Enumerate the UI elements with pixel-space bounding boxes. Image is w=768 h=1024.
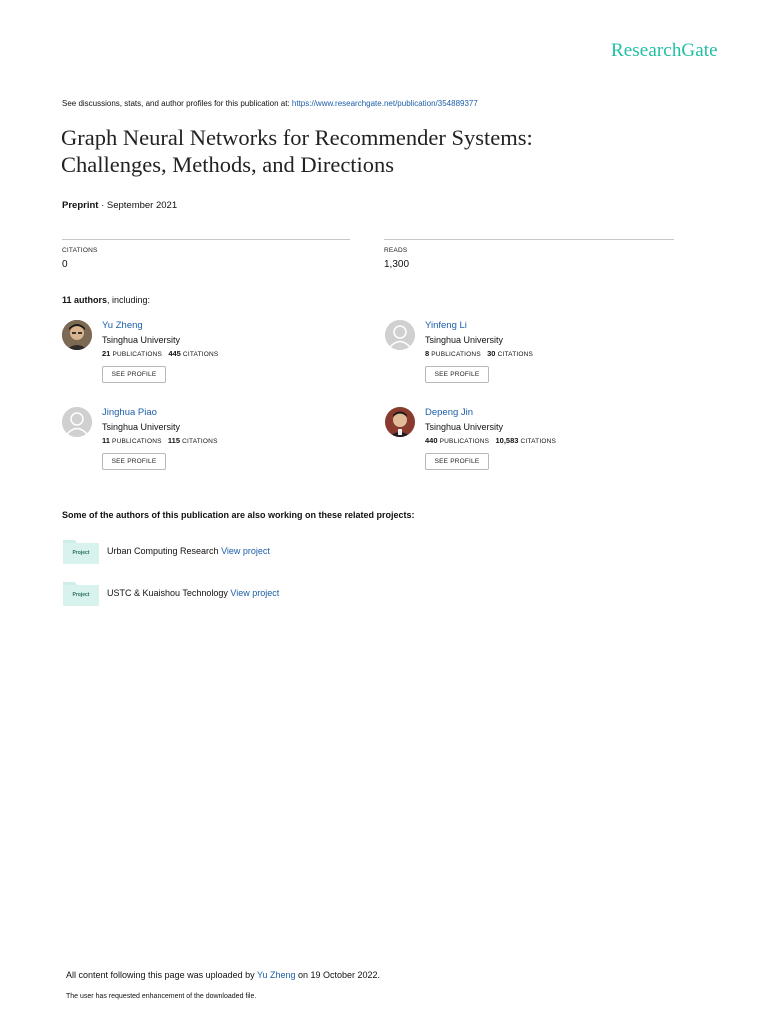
folder-label: Project	[72, 592, 90, 598]
author-stats	[102, 349, 218, 358]
researchgate-logo[interactable]: ResearchGate	[611, 40, 718, 61]
upload-prefix: All content following this page was uploaded by	[66, 970, 257, 980]
citations-label: CITATIONS	[497, 351, 534, 358]
see-profile-button[interactable]: SEE PROFILE	[425, 453, 489, 470]
avatar[interactable]	[385, 407, 415, 437]
default-avatar-icon	[62, 407, 92, 437]
avatar[interactable]	[62, 407, 92, 437]
citations-value: 0	[62, 259, 68, 270]
publications-label: PUBLICATIONS	[431, 351, 481, 358]
paper-title	[61, 124, 701, 178]
author-card-yinfeng-li	[385, 320, 685, 395]
folder-label: Project	[72, 550, 90, 556]
publications-label: PUBLICATIONS	[439, 438, 490, 445]
project-name: Urban Computing Research	[107, 546, 222, 556]
see-discussions-text: See discussions, stats, and author profiles for this publication at:	[62, 99, 292, 108]
author-affiliation: Tsinghua University	[102, 422, 181, 432]
publication-meta	[62, 200, 177, 211]
author-stats	[102, 436, 218, 445]
publications-count: 21	[102, 349, 111, 358]
publications-count: 440	[425, 436, 438, 445]
citations-label: CITATIONS	[182, 438, 218, 445]
author-photo-icon	[62, 320, 92, 350]
author-name-link[interactable]: Yinfeng Li	[425, 320, 467, 331]
project-name: USTC & Kuaishou Technology	[107, 588, 231, 598]
avatar[interactable]	[385, 320, 415, 350]
citations-label: CITATIONS	[182, 351, 219, 358]
avatar[interactable]	[62, 320, 92, 350]
project-folder-icon[interactable]	[63, 538, 99, 564]
author-photo-icon	[385, 407, 415, 437]
publication-link-line	[62, 99, 478, 108]
publication-date: · September 2021	[98, 200, 178, 211]
see-profile-button[interactable]: SEE PROFILE	[102, 366, 166, 383]
view-project-link[interactable]: View project	[221, 546, 270, 556]
author-card-depeng-jin	[385, 407, 685, 482]
citations-count: 445	[168, 349, 181, 358]
reads-value: 1,300	[384, 259, 410, 270]
title-line-2: Challenges, Methods, and Directions	[61, 152, 395, 177]
publications-count: 8	[425, 349, 430, 358]
citations-count: 115	[167, 436, 181, 445]
author-stats	[425, 349, 533, 358]
see-profile-button[interactable]: SEE PROFILE	[102, 453, 166, 470]
enhancement-note: The user has requested enhancement of the downloaded file.	[66, 993, 257, 1000]
citations-label: CITATIONS	[520, 438, 557, 445]
upload-suffix: on 19 October 2022.	[295, 970, 381, 980]
reads-label: READS	[384, 247, 408, 254]
citations-count: 10,583	[495, 436, 519, 445]
author-stats	[425, 436, 556, 445]
authors-count: 11 authors	[62, 295, 108, 305]
reads-divider	[384, 239, 674, 240]
project-text	[107, 588, 279, 598]
upload-info	[66, 970, 380, 980]
authors-count-line	[62, 295, 150, 305]
author-name-link[interactable]: Depeng Jin	[425, 407, 474, 418]
uploader-link[interactable]: Yu Zheng	[256, 970, 296, 980]
publications-label: PUBLICATIONS	[112, 351, 163, 358]
publications-count: 11	[102, 436, 110, 445]
citations-count: 30	[487, 349, 496, 358]
see-profile-button[interactable]: SEE PROFILE	[425, 366, 489, 383]
publications-label: PUBLICATIONS	[112, 438, 162, 445]
author-card-yu-zheng	[62, 320, 362, 395]
author-affiliation: Tsinghua University	[102, 335, 181, 345]
related-projects-heading: Some of the authors of this publication are also working on these related projects:	[62, 510, 415, 520]
citations-label: CITATIONS	[62, 247, 98, 254]
author-name-link[interactable]: Jinghua Piao	[102, 407, 157, 418]
project-text	[107, 546, 270, 556]
project-item	[63, 580, 563, 608]
default-avatar-icon	[385, 320, 415, 350]
publication-url-link[interactable]: https://www.researchgate.net/publication/354889377	[291, 99, 478, 108]
author-card-jinghua-piao	[62, 407, 362, 482]
authors-including: , including:	[107, 295, 151, 305]
title-line-1: Graph Neural Networks for Recommender Systems:	[61, 125, 533, 150]
publication-type: Preprint	[62, 200, 99, 211]
citations-divider	[62, 239, 350, 240]
view-project-link[interactable]: View project	[230, 588, 280, 598]
author-name-link[interactable]: Yu Zheng	[102, 320, 143, 331]
author-affiliation: Tsinghua University	[425, 422, 504, 432]
author-affiliation: Tsinghua University	[425, 335, 504, 345]
project-folder-icon[interactable]	[63, 580, 99, 606]
project-item	[63, 538, 563, 566]
